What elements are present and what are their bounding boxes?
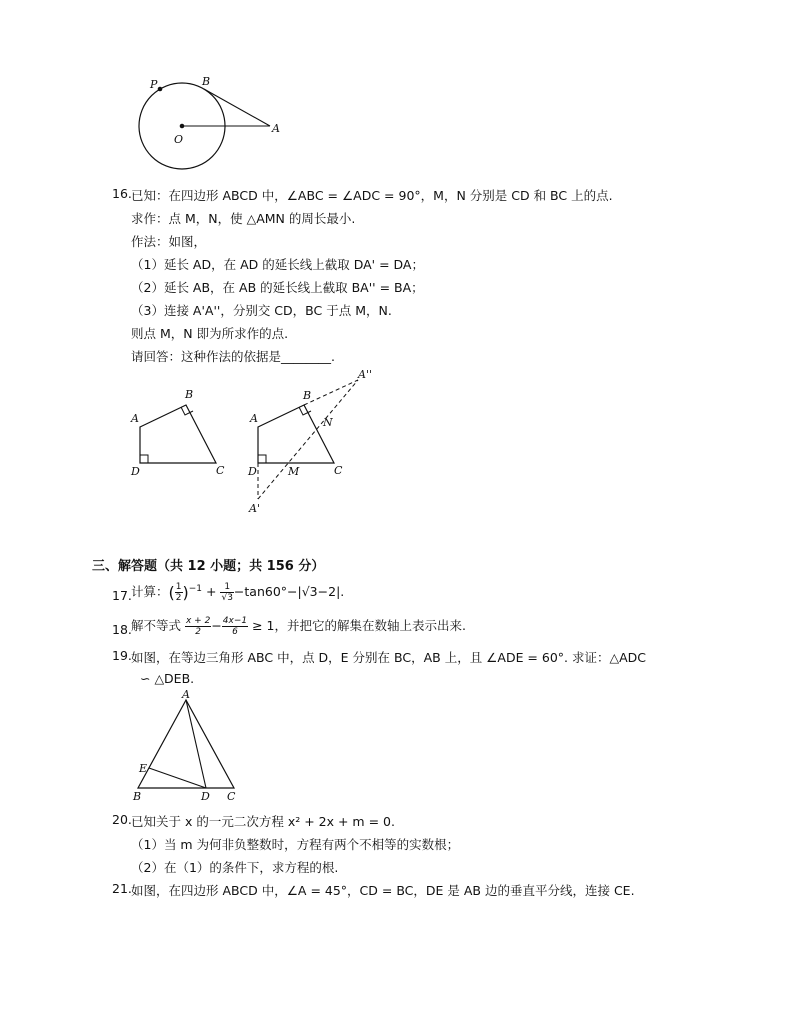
label-A: A [131, 412, 139, 425]
q16-step1: （1）延长 AD，在 AD 的延长线上截取 DA' = DA； [131, 257, 424, 272]
q16-number: 16. [112, 186, 132, 201]
label-C: C [216, 464, 225, 477]
construction-figure-right [246, 368, 386, 518]
label-D: D [201, 790, 210, 803]
q20-number: 20. [112, 812, 132, 827]
q17-exponent: −1 [188, 583, 203, 594]
q19-line2: ∽ △DEB. [140, 671, 195, 686]
tangent-BA [204, 89, 270, 126]
label-A-double-prime: A'' [358, 368, 372, 381]
label-B: B [303, 389, 312, 402]
section-3-heading: 三、解答题（共 12 小题；共 156 分） [92, 559, 325, 574]
q16-step3: （3）连接 A'A''，分别交 CD，BC 于点 M，N. [131, 303, 392, 318]
point-P-dot [158, 87, 163, 92]
q21-line1: 如图，在四边形 ABCD 中，∠A = 45°，CD = BC，DE 是 AB 边的垂直平分线，连接 CE. [131, 883, 635, 898]
q16-task: 求作：点 M，N，使 △AMN 的周长最小. [131, 211, 356, 226]
q16-method-title: 作法：如图， [131, 234, 207, 249]
point-O-dot [180, 124, 185, 129]
q18-expression: 解不等式 $\frac{x + 2}{2}$ − $\frac{4x-1}{6}$ ≥ 1，并把它的解集在数轴上表示出来. [131, 616, 466, 637]
right-angle-D [140, 455, 148, 463]
label-N: N [323, 416, 333, 429]
equilateral-triangle-figure [130, 690, 250, 805]
q16-question: 请回答：这种作法的依据是________. [131, 349, 335, 364]
quadrilateral-figure-left [128, 385, 238, 480]
q17-number: 17. [112, 588, 132, 603]
q17-expression: 计算：( $\frac{1}{2}$ )$^{-1}$ + $\frac{1}{√3}$ −tan60°−|√3−2|. [131, 582, 345, 603]
segment-AD [186, 700, 206, 788]
dashed-BA-double-prime [304, 380, 358, 405]
label-A: A [250, 412, 258, 425]
label-P: P [150, 78, 158, 91]
q16-step2: （2）延长 AB，在 AB 的延长线上截取 BA'' = BA； [131, 280, 424, 295]
label-O: O [174, 133, 184, 146]
label-A: A [182, 688, 190, 701]
label-B: B [133, 790, 142, 803]
label-E: E [139, 762, 148, 775]
label-M: M [288, 465, 300, 478]
q16-given: 已知：在四边形 ABCD 中，∠ABC = ∠ADC = 90°，M，N 分别是 CD 和 BC 上的点. [131, 188, 613, 203]
q18-fraction-1: $\frac{x + 2}{2}$ [185, 616, 211, 637]
label-B: B [185, 388, 194, 401]
right-angle-D [258, 455, 266, 463]
label-D: D [248, 465, 257, 478]
q18-number: 18. [112, 622, 132, 637]
q20-line3: （2）在（1）的条件下，求方程的根. [131, 860, 339, 875]
circle-tangent-figure [130, 72, 290, 177]
q16-conclusion: 则点 M，N 即为所求作的点. [131, 326, 289, 341]
label-B: B [202, 75, 211, 88]
q19-number: 19. [112, 648, 132, 663]
label-C: C [227, 790, 236, 803]
label-C: C [334, 464, 343, 477]
q20-line2: （1）当 m 为何非负整数时，方程有两个不相等的实数根； [131, 837, 460, 852]
label-A-prime: A' [249, 502, 260, 515]
q19-line1: 如图，在等边三角形 ABC 中，点 D，E 分别在 BC，AB 上，且 ∠ADE = 60°. 求证：△ADC [131, 650, 647, 665]
q17-prefix: 计算： [131, 584, 169, 599]
q18-rest: ≥ 1，并把它的解集在数轴上表示出来. [248, 618, 466, 633]
q21-number: 21. [112, 881, 132, 896]
label-A: A [272, 122, 280, 135]
quad-ABCD [140, 405, 216, 463]
label-D: D [131, 465, 140, 478]
segment-DE [149, 768, 206, 788]
q17-rest: −tan60°−|√3−2|. [233, 584, 345, 599]
q18-fraction-2: $\frac{4x-1}{6}$ [222, 616, 248, 637]
q17-fraction: $\frac{1}{√3}$ [221, 582, 233, 603]
triangle-ABC [138, 700, 234, 788]
q20-line1: 已知关于 x 的一元二次方程 x² + 2x + m = 0. [131, 814, 395, 829]
q17-half: $\frac{1}{2}$ [175, 582, 182, 603]
